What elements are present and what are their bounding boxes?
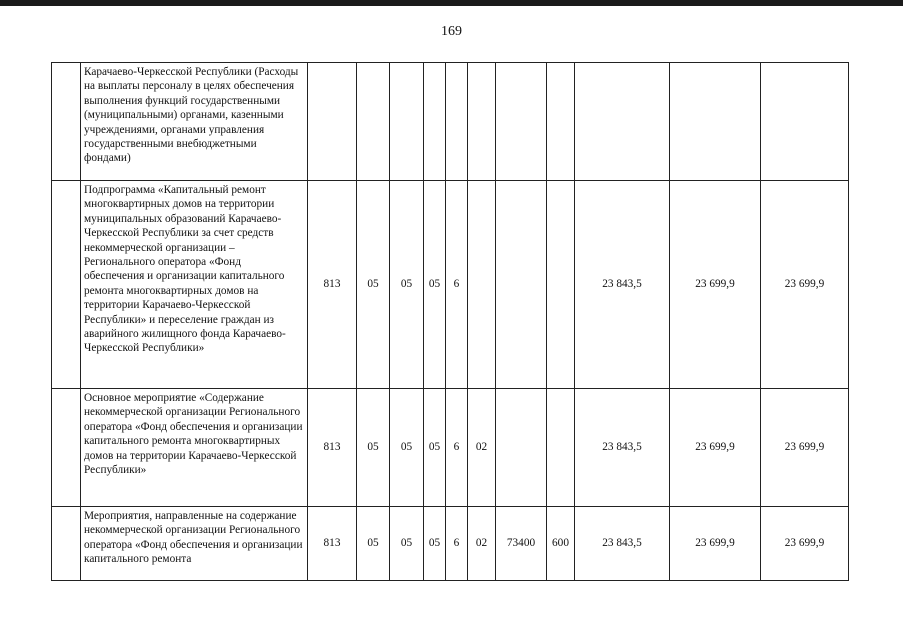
- program-cell: 05: [424, 507, 446, 581]
- amount-1-cell: 23 843,5: [575, 389, 670, 507]
- admin-code-cell: 813: [308, 389, 357, 507]
- budget-table: [51, 62, 849, 581]
- subsection-cell: 05: [390, 389, 424, 507]
- subsection-cell: 05: [390, 507, 424, 581]
- event-cell: 02: [468, 389, 496, 507]
- subsection-cell: [390, 63, 424, 181]
- row-number-cell: [52, 507, 81, 581]
- row-number-cell: [52, 389, 81, 507]
- amount-2-cell: [670, 63, 761, 181]
- direction-cell: 73400: [496, 507, 547, 581]
- subprogram-cell: 6: [446, 507, 468, 581]
- program-cell: 05: [424, 389, 446, 507]
- event-cell: [468, 181, 496, 389]
- section-cell: 05: [357, 507, 390, 581]
- amount-1-cell: [575, 63, 670, 181]
- amount-2-cell: 23 699,9: [670, 389, 761, 507]
- admin-code-cell: 813: [308, 507, 357, 581]
- table-row: [52, 389, 849, 507]
- top-border-rule: [0, 0, 903, 6]
- description-cell: Основное мероприятие «Содержание некоммерческой организации Регионального оператора «Фонд обеспечения и организации капитального ремонта многоквартирных домов на территории Карачаево-Черкесской Республики»: [81, 389, 308, 507]
- section-cell: 05: [357, 181, 390, 389]
- expense-type-cell: 600: [547, 507, 575, 581]
- event-cell: 02: [468, 507, 496, 581]
- amount-3-cell: 23 699,9: [761, 181, 849, 389]
- amount-3-cell: 23 699,9: [761, 389, 849, 507]
- expense-type-cell: [547, 63, 575, 181]
- amount-2-cell: 23 699,9: [670, 507, 761, 581]
- admin-code-cell: [308, 63, 357, 181]
- direction-cell: [496, 63, 547, 181]
- subprogram-cell: [446, 63, 468, 181]
- expense-type-cell: [547, 181, 575, 389]
- page-number: 169: [441, 24, 462, 39]
- amount-3-cell: 23 699,9: [761, 507, 849, 581]
- section-cell: 05: [357, 389, 390, 507]
- row-number-cell: [52, 181, 81, 389]
- subprogram-cell: 6: [446, 181, 468, 389]
- amount-1-cell: 23 843,5: [575, 181, 670, 389]
- table-row: [52, 63, 849, 181]
- expense-type-cell: [547, 389, 575, 507]
- table-row: [52, 181, 849, 389]
- section-cell: [357, 63, 390, 181]
- admin-code-cell: 813: [308, 181, 357, 389]
- direction-cell: [496, 181, 547, 389]
- amount-3-cell: [761, 63, 849, 181]
- description-cell: Карачаево-Черкесской Республики (Расходы на выплаты персоналу в целях обеспечения выполнения функций государственными (муниципальными) органами, казенными учреждениями, органами управления государственными внебюджетными фондами): [81, 63, 308, 181]
- description-cell: Подпрограмма «Капитальный ремонт многоквартирных домов на территории муниципальных образований Карачаево-Черкесской Республики за счет средств некоммерческой организации – Регионального оператора «Фонд обеспечения и организации капитального ремонта многоквартирных домов на территории Карачаево-Черкесской Республики» и переселение граждан из аварийного жилищного фонда Карачаево-Черкесской Республики»: [81, 181, 308, 389]
- direction-cell: [496, 389, 547, 507]
- subprogram-cell: 6: [446, 389, 468, 507]
- amount-1-cell: 23 843,5: [575, 507, 670, 581]
- row-number-cell: [52, 63, 81, 181]
- subsection-cell: 05: [390, 181, 424, 389]
- amount-2-cell: 23 699,9: [670, 181, 761, 389]
- program-cell: 05: [424, 181, 446, 389]
- description-cell: Мероприятия, направленные на содержание некоммерческой организации Регионального оператора «Фонд обеспечения и организации капитального ремонта: [81, 507, 308, 581]
- event-cell: [468, 63, 496, 181]
- table-row: [52, 507, 849, 581]
- program-cell: [424, 63, 446, 181]
